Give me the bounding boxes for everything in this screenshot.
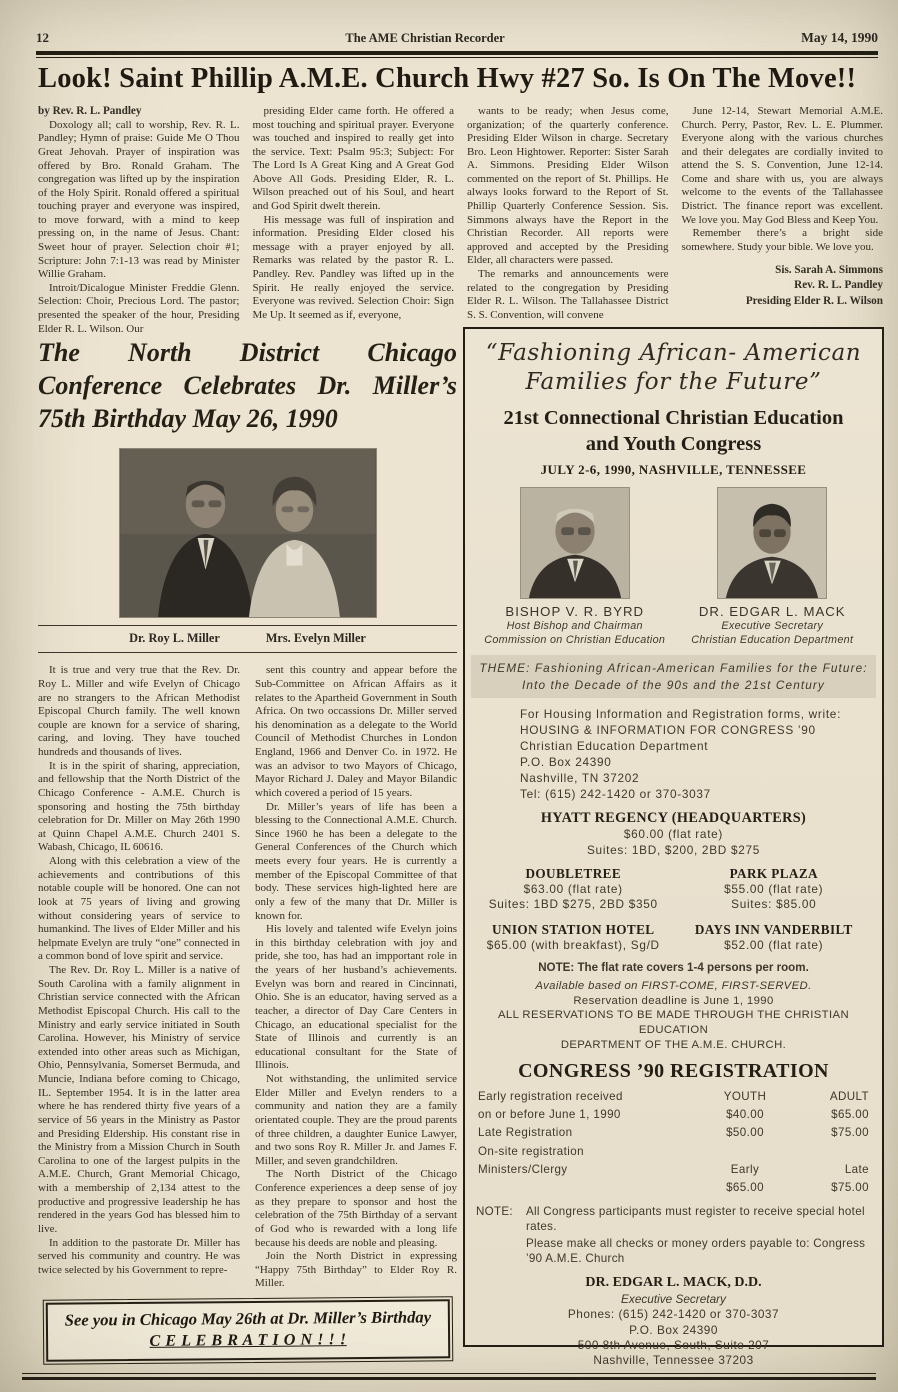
newspaper-title: The AME Christian Recorder [345,31,505,45]
note-paragraph: All Congress participants must register to receive special hotel rates. [526,1204,865,1233]
hotel-rate: $63.00 (flat rate) [523,882,623,897]
person-role: Christian Education Department [691,634,854,647]
signature-line: Rev. R. L. Pandley [794,279,883,292]
footer-name: DR. EDGAR L. MACK, D.D. [585,1274,762,1290]
footer-phones: Phones: (615) 242-1420 or 370-3037 [567,1307,780,1322]
hotel-name: HYATT REGENCY (HEADQUARTERS) [540,810,807,827]
person-role: Commission on Christian Education [484,634,666,647]
registration-row [476,1142,871,1160]
housing-line: P.O. Box 24390 [520,755,612,770]
byline: by Rev. R. L. Pandley [38,105,142,117]
reg-label: On-site registration [478,1144,584,1158]
bishop-byrd-photo [520,487,630,599]
hotel-suites: Suites: 1BD $275, 2BD $350 [488,897,658,912]
reg-value: $65.00 [831,1108,869,1122]
miller-paragraph: The North District of the Chicago Conference experiences a deep sense of joy as they prepare to sponsor and host the celebration of the 75th Birthday of a servant of God who is rewarded with a long life because his deeds are noble and pleasing. [255,1168,457,1249]
housing-line: HOUSING & INFORMATION FOR CONGRESS ’90 [520,723,816,738]
reg-label: Early registration received [478,1090,623,1103]
ad-script-line: “Fashioning African- American [485,340,862,366]
article-signatures [682,263,884,308]
miller-paragraph: It is in the spirit of sharing, appreciation, and fellowship that the North District of the Chicago Conference - A.M.E. Church is sponsoring and hosting the 75th birthday celebration for Dr. Miller on May 26th 1990 at Quinn Chapel A.M.E. Church 2401 S. Wabash, Chicago, IL 60616. [38,759,240,854]
housing-line: For Housing Information and Registration forms, write: [520,707,842,722]
footer-role: Executive Secretary [621,1291,726,1306]
miller-headline [38,337,457,435]
miller-paragraph: Join the North District in expressing “Happy 75th Birthday” to Elder Roy R. Miller. [255,1250,457,1290]
registration-row [476,1087,871,1105]
bottom-rule [22,1373,876,1380]
reg-value: $75.00 [831,1180,869,1194]
miller-paragraph: His lovely and talented wife Evelyn joins in this birthday celebration with joy and pride, she too, has had an impportant role in the years of her husband’s achievements. Evelyn was born and reared in Cincinnati, Ohio. She is an educator, having served as a teacher, a director of Day Care Centers in Chicago, an educational specialist for the State of Illinois and currently is an educational consultant for the State of Illinois. [255,923,457,1072]
housing-line: Tel: (615) 242-1420 or 370-3037 [520,787,711,802]
note-paragraph: Please make all checks or money orders payable to: Congress ’90 A.M.E. Church [526,1237,866,1266]
lead-paragraph: Remember there’s a bright side somewhere. Study your bible. We love you. [681,227,883,253]
availability-line: DEPARTMENT OF THE A.M.E. CHURCH. [560,1038,787,1051]
hotel-name: UNION STATION HOTEL [492,921,655,937]
ad-title-line: 21st Connectional Christian Education [503,406,844,429]
availability-info [476,979,871,1052]
registration-row [476,1178,871,1196]
ad-footer [476,1274,871,1369]
reg-col-late: Late [844,1162,869,1176]
reg-label: Late Registration [478,1126,573,1140]
flat-rate-note: NOTE: The flat rate covers 1-4 persons per room. [538,961,809,975]
caption-dr-miller: Dr. Roy L. Miller [129,631,220,646]
signature-line: Sis. Sarah A. Simmons [775,264,883,277]
ad-script-title [476,339,871,398]
person-role: Executive Secretary [721,620,824,633]
reg-col-adult: ADULT [829,1090,869,1103]
theme-line: Into the Decade of the 90s and the 21st Century [522,677,825,692]
hotel-hyatt [476,810,871,858]
miller-paragraph: Dr. Miller’s years of life has been a blessing to the Connectional A.M.E. Church. Since 1960 he has been a delegate to the General Conferences of the Church which meets every four years. He is currently a member of the Episcopal Committee of that body. These services high-lighted here are only a few of the many that Dr. Miller is known for. [255,800,457,922]
lead-column-1 [38,105,240,335]
lead-paragraph: Doxology all; call to worship, Rev. R. L. Pandley; Hymn of praise: Guide Me O Thou Great Jehovah. Prayer of inspiration was offered by Bro. Ronald Graham. The congregation was lifted up by the inspiration of the Holy Spirit. Ronald offered a spiritual touching prayer and everyone was inspired, to move forward, with a mind to keep pressing on, in the name of Jesus. Chant: Sweet hour of prayer. Selection choir #1; Scripture: John 7:1-13 was read by Minister Willie Graham. [38,118,240,281]
housing-line: Christian Education Department [520,739,709,754]
reg-value [793,1145,869,1158]
miller-paragraph: Along with this celebration a view of the achievements and contributions of this notable couple will be honored. One can not look at 75 years of living and growing without considering years of service to humankind. The lives of Elder Miller and his helpmate Evelyn are truly “one” connected in a common bond of love spirit and service. [38,855,240,963]
ad-title-line: and Youth Congress [585,432,762,455]
miller-paragraph: The Rev. Dr. Roy L. Miller is a native of South Carolina with a family alignment in Christian service connected with the African Methodist Episcopal Church. His call to the Ministry and early service initiated in South Carolina. However, his Ministry of service extended into other areas such as Michigan, Ohio, Pennsylvania, Somerset Bermuda, and Muncie, Indiana before coming to Chicago, IL. September 1954. It is in the latter area where he has rendered thirty five years of a service of 56 years in the Ministry as Pastor and Presiding Eldership. His constant rise in the Ministry from a Mission Church in South Carolina to one of the largest pulpits in the A.M.E. Church, Grant Memorial Chicago, with a membership of 2,134 attest to the productive and progressive leadership he has rendered in the years God has blessed him to live. [38,964,240,1235]
registration-row [476,1106,871,1124]
hotel-name: PARK PLAZA [729,866,818,882]
reg-value: $50.00 [726,1126,764,1140]
lead-paragraph: June 12-14, Stewart Memorial A.M.E. Church. Perry, Pastor, Rev. L. E. Plummer. Everyone along with the various churches and their delegates are cordially invited to attend the S. S. Convention, June 12-14. Come and share with us, you are always welcome to the events of the Tallahassee District. The finance report was excellent. We love you. May God Bless and Keep You. [681,105,883,226]
hotel-rate: $65.00 (with breakfast), Sg/D [486,937,660,952]
lead-paragraph: Introit/Dicalogue Minister Freddie Glenn. Selection: Choir, Precious Lord. The pastor; presented the speaker of the hour, Presiding Elder R. L. Wilson. Our [38,281,240,335]
reg-value: $65.00 [726,1180,764,1194]
hotel-park-plaza [677,866,872,913]
lead-paragraph: The remarks and announcements were related to the congregation by Presiding Elder R. L. Wilson. The Tallahassee District S. S. Convention, will convene [467,267,669,321]
hotel-rate: $55.00 (flat rate) [724,882,824,897]
lead-column-4 [682,105,884,329]
lead-paragraph: presiding Elder came forth. He offered a most touching and spiritual prayer. Everyone was touched and inspired to really get into the service. Text: Psalm 95:3; Subject: For The Lord Is A Great King and A Great God Above All Gods. Presiding Elder, R. L. Wilson preached out of his Soul, and heart and God Spirit dwelt therein. [252,105,454,213]
hotel-suites: Suites: $85.00 [731,897,817,912]
hotel-name: DAYS INN VANDERBILT [694,921,853,937]
registration-row [476,1160,871,1178]
ad-portraits [476,487,871,647]
miller-column-2 [255,664,457,1304]
hotel-name: DOUBLETREE [525,866,622,882]
reg-value: $75.00 [831,1126,869,1140]
reg-label: on or before June 1, 1990 [478,1108,621,1122]
ad-theme [471,655,876,698]
miller-body-columns [38,664,457,1304]
lead-article-columns [38,105,883,335]
banner-line-2: C E L E B R A T I O N ! ! ! [149,1330,347,1350]
reg-col-youth: YOUTH [723,1090,767,1103]
theme-line: THEME: Fashioning African-American Families for the Future: [479,661,868,676]
reg-value: $40.00 [726,1108,764,1122]
miller-paragraph: In addition to the pastorate Dr. Miller has served his community and country. He was twice selected by his Government to repre- [38,1236,240,1276]
registration-row [476,1124,871,1142]
person-name: DR. EDGAR L. MACK [698,604,846,620]
miller-article [38,337,457,1304]
congress-advertisement [463,327,884,1368]
masthead [36,30,878,46]
hotel-union-station [476,922,671,953]
hotel-grid [476,866,871,953]
registration-title: CONGRESS ’90 REGISTRATION [518,1060,829,1083]
availability-line: Available based on FIRST-COME, FIRST-SERVED. [535,980,812,993]
person-byrd [480,487,670,647]
caption-mrs-miller: Mrs. Evelyn Miller [265,631,366,646]
lead-column-3 [467,105,669,329]
availability-line: Reservation deadline is June 1, 1990 [573,994,774,1007]
hotel-doubletree [476,866,671,913]
reg-col-early: Early [730,1162,760,1176]
lead-headline: Look! Saint Phillip A.M.E. Church Hwy #27 So. Is On The Move!! [38,63,857,94]
miller-couple-photo [119,448,377,618]
note-label: NOTE: [476,1204,513,1218]
reg-value [697,1145,793,1158]
hotel-suites: Suites: 1BD, $200, 2BD $275 [586,842,760,857]
miller-headline-line: 75th Birthday May 26, 1990 [38,403,338,433]
miller-headline-line: The North District Chicago [38,338,457,367]
birthday-banner [46,1299,450,1362]
miller-paragraph: It is true and very true that the Rev. Dr. Roy L. Miller and wife Evelyn of Chicago are no strangers to the African Methodist Episcopal Church family. The well known couple are known for a service of sharing, caring, and loving. They have touched hundreds and thousands of lives. [38,664,240,758]
banner-line-1: See you in Chicago May 26th at Dr. Miller’s Birthday [64,1307,432,1330]
person-mack [677,487,867,647]
signature-line: Presiding Elder R. L. Wilson [745,294,883,307]
photo-captions [38,625,457,653]
housing-line: Nashville, TN 37202 [520,771,640,786]
miller-headline-line: Conference Celebrates Dr. Miller’s [38,370,457,400]
footer-city: Nashville, Tennessee 37203 [593,1353,754,1368]
hotel-rate: $52.00 (flat rate) [724,937,824,952]
reg-label: Ministers/Clergy [478,1162,568,1176]
miller-paragraph: sent this country and appear before the Sub-Committee on African Affairs as it relates to the Apartheid Government in South Africa. On two occassions Dr. Miller served his denomination as a delegate to the World Council of Methodist Churches in London England, 1966 and Denver Co. in 1972. He was an advisor to two Mayors of Chicago, Mayor Richard J. Daley and Mayor Bilandic which covered a period of 15 years. [255,664,457,799]
miller-column-1 [38,664,240,1304]
hotel-rate: $60.00 (flat rate) [623,827,724,842]
ad-script-line: Families for the Future” [525,369,822,396]
registration-note [476,1204,871,1267]
lead-column-2 [253,105,455,329]
masthead-rule [36,51,878,58]
edgar-mack-photo [717,487,827,599]
lead-paragraph: His message was full of inspiration and information. Presiding Elder closed his message with a prayer enjoyed by all. Remarks was related by the pastor R. L. Pandley. Rev. Pandley was lifted up in the Spirit. He really enjoyed the service. Everyone was revived. Selection Choir: Sign Me Up. It seemed as if, everyone, [252,213,454,321]
ad-dates: JULY 2-6, 1990, NASHVILLE, TENNESSEE [540,462,807,478]
registration-table [476,1087,871,1196]
reg-label [478,1181,697,1194]
miller-paragraph: Not withstanding, the unlimited service Elder Miller and Evelyn renders to a community and nation they are a family orientated couple. They are the proud parents of three children, a daughter Eunice Lawyer, and two sons Roy R. Miller Jr. and James F. Miller, and seven grandchildren. [255,1073,457,1167]
lead-paragraph: wants to be ready; when Jesus come, organization; of the quarterly conference. Presiding Elder Wilson in charge. Secretary Bro. Leon Hightower. Reporter: Sister Sarah A. Simmons. Presiding Elder Wilson commented on the report of St. Phillips. He always looks forward to the Report of St. Phillip Quarterly Conference Session. Sis. Simmons always have the Report in the Christian Recorder. All reports were approved and accepted by the Presiding Elder, all characters were passed. [467,105,669,267]
person-role: Host Bishop and Chairman [506,620,643,633]
footer-po-box: P.O. Box 24390 [629,1322,718,1337]
person-name: BISHOP V. R. BYRD [505,604,645,620]
hotel-days-inn [677,922,872,953]
footer-street: 500 8th Avenue, South, Suite 207 [577,1337,770,1352]
availability-line: ALL RESERVATIONS TO BE MADE THROUGH THE CHRISTIAN EDUCATION [497,1009,850,1037]
page-number: 12 [36,30,49,45]
ad-title [476,406,871,457]
issue-date: May 14, 1990 [801,30,878,45]
note-text [526,1204,871,1267]
housing-info [520,706,871,802]
